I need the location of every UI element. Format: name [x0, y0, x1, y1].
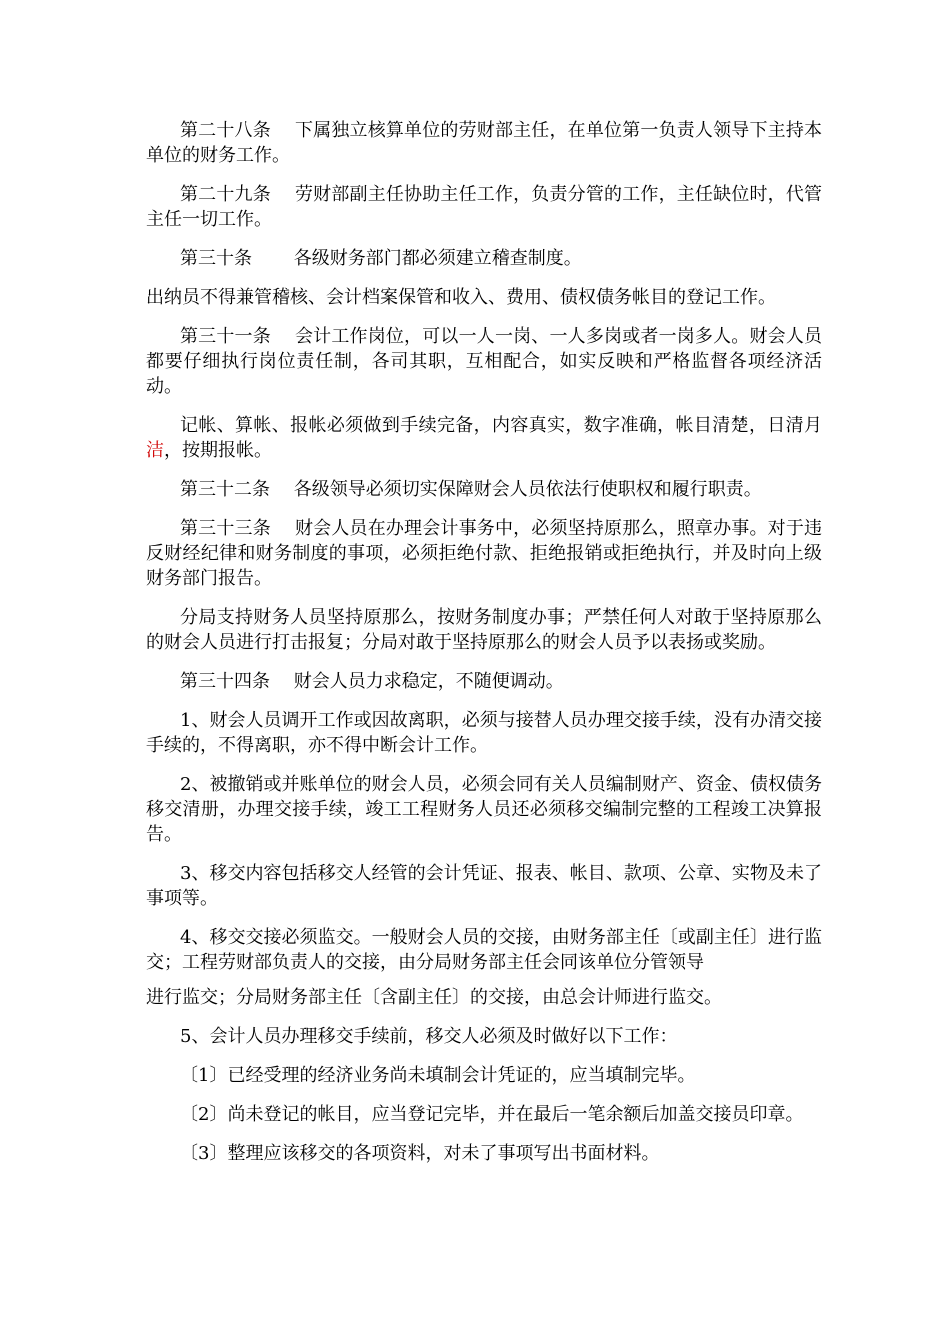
paragraph-bookkeeping-rule: [146, 413, 822, 463]
paragraph-subitem-2: 〔2〕尚未登记的帐目，应当登记完毕，并在最后一笔余额后加盖交接员印章。: [180, 1104, 804, 1125]
paragraph-item-3: 3、移交内容包括移交人经管的会计凭证、报表、帐目、款项、公章、实物及未了事项等。: [146, 863, 822, 909]
paragraph-article-32: 第三十二条 各级领导必须切实保障财会人员依法行使职权和履行职责。: [180, 479, 762, 500]
paragraph-subitem-1: 〔1〕已经受理的经济业务尚未填制会计凭证的，应当填制完毕。: [180, 1065, 696, 1086]
paragraph-article-31: 第三十一条 会计工作岗位，可以一人一岗、一人多岗或者一岗多人。财会人员都要仔细执行岗位责任制，各司其职，互相配合，如实反映和严格监督各项经济活动。: [146, 326, 822, 397]
paragraph-item-1: 1、财会人员调开工作或因故离职，必须与接替人员办理交接手续，没有办清交接手续的，不得离职，亦不得中断会计工作。: [146, 710, 822, 756]
paragraph-support-rule: 分局支持财务人员坚持原那么，按财务制度办事；严禁任何人对敢于坚持原那么的财会人员进行打击报复；分局对敢于坚持原那么的财会人员予以表扬或奖励。: [146, 607, 822, 653]
paragraph-item-4: 4、移交交接必须监交。一般财会人员的交接，由财务部主任〔或副主任〕进行监交；工程劳财部负责人的交接，由分局财务部主任会同该单位分管领导: [146, 927, 822, 973]
paragraph-item-5: 5、会计人员办理移交手续前，移交人必须及时做好以下工作：: [180, 1026, 678, 1047]
paragraph-subitem-3: 〔3〕整理应该移交的各项资料，对未了事项写出书面材料。: [180, 1143, 660, 1164]
paragraph-article-29: 第二十九条 劳财部副主任协助主任工作，负责分管的工作，主任缺位时，代管主任一切工作。: [146, 184, 822, 230]
bookkeeping-text-after: ，按期报帐。: [164, 440, 272, 461]
paragraph-item-4-continued: 进行监交；分局财务部主任〔含副主任〕的交接，由总会计师进行监交。: [146, 987, 722, 1008]
paragraph-item-2: 2、被撤销或并账单位的财会人员，必须会同有关人员编制财产、资金、债权债务移交清册，办理交接手续，竣工工程财务人员还必须移交编制完整的工程竣工决算报告。: [146, 774, 822, 845]
highlighted-character: 洁: [146, 440, 164, 461]
bookkeeping-text-before: 记帐、算帐、报帐必须做到手续完备，内容真实，数字准确，帐目清楚，日清月: [180, 415, 822, 436]
paragraph-article-30: 第三十条 各级财务部门都必须建立稽查制度。: [180, 248, 582, 269]
paragraph-article-33: 第三十三条 财会人员在办理会计事务中，必须坚持原那么，照章办事。对于违反财经纪律和财务制度的事项，必须拒绝付款、拒绝报销或拒绝执行，并及时向上级财务部门报告。: [146, 518, 822, 589]
paragraph-article-34: 第三十四条 财会人员力求稳定，不随便调动。: [180, 671, 564, 692]
paragraph-article-28: 第二十八条 下属独立核算单位的劳财部主任，在单位第一负责人领导下主持本单位的财务工作。: [146, 120, 822, 166]
paragraph-cashier-rule: 出纳员不得兼管稽核、会计档案保管和收入、费用、债权债务帐目的登记工作。: [146, 287, 776, 308]
document-page: [146, 118, 822, 1180]
